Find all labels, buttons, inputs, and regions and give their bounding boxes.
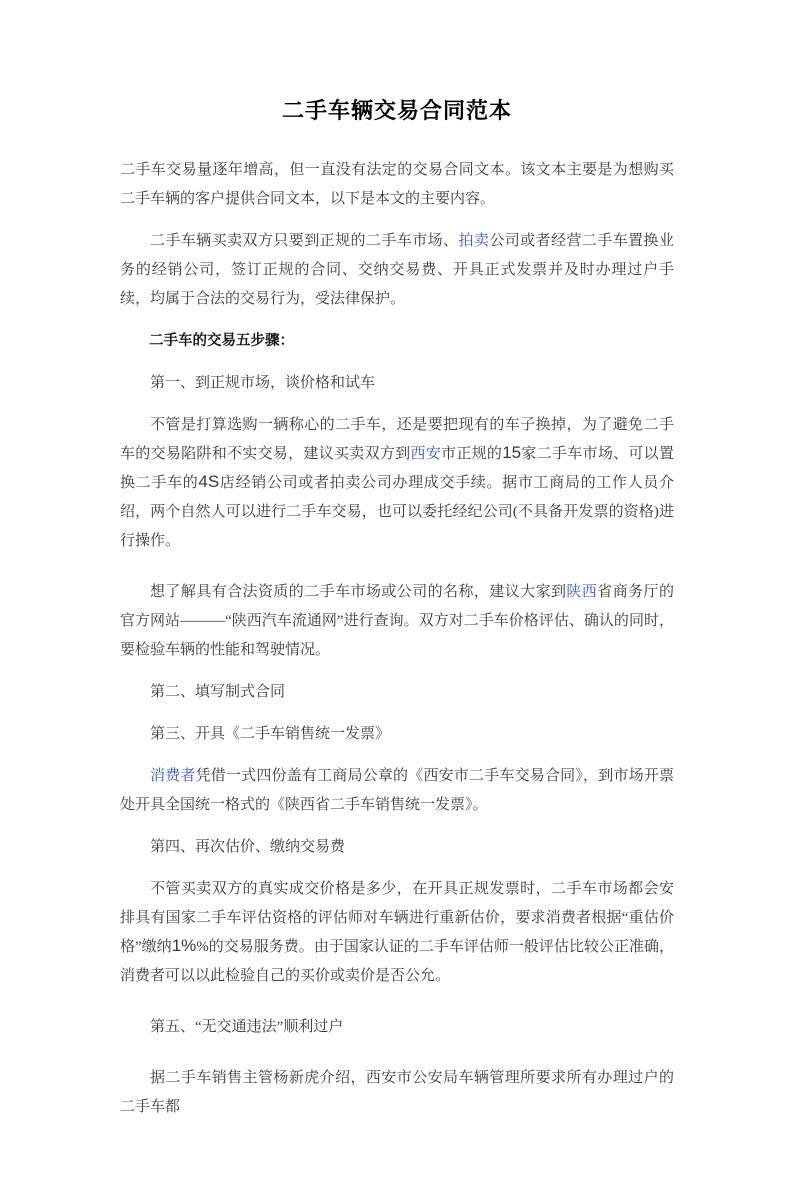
step1-note xyxy=(120,578,674,665)
text-run: 二手车交易量逐年增高，但一直没有法定的交易合同文本。该文本主要是为想购买二手车辆的客户提供合同文本，以下是本文的主要内容。 xyxy=(120,162,674,207)
text-run-numeral: 15 xyxy=(502,443,522,462)
consumer-link[interactable]: 消费者 xyxy=(150,768,196,784)
text-run: 第三、开具《二手车销售统一发票》 xyxy=(150,726,391,742)
text-run: 凭借一式四份盖有工商局公章的《西安市二手车交易合同》，到市场开票处开具全国统一格式的《陕西省二手车销售统一发票》。 xyxy=(120,768,674,813)
paragraph-legal-note xyxy=(120,227,674,314)
auction-link[interactable]: 拍卖 xyxy=(458,233,490,249)
xian-link[interactable]: 西安 xyxy=(410,446,442,462)
text-run: 市正规的 xyxy=(441,446,503,462)
text-run: 省商务厅的官方网站———“陕西汽车流通网”进行查询。双方对二手车价格评估、确认的同时，要检验车辆的性能和驾驶情况。 xyxy=(120,584,674,658)
text-run: 店经销公司或者拍卖公司办理成交手续。据市工商局的工作人员介绍，两个自然人可以进行二手车交易，也可以委托经纪公司(不具备开发票的资格)进行操作。 xyxy=(120,475,674,549)
document-title: 二手车辆交易合同范本 xyxy=(281,98,512,123)
step5-detail xyxy=(120,1064,674,1122)
text-run: 想了解具有合法资质的二手车市场或公司的名称，建议大家到 xyxy=(150,584,567,600)
shaanxi-link[interactable]: 陕西 xyxy=(566,584,598,600)
text-run: 二手车辆买卖双方只要到正规的二手车市场、 xyxy=(150,233,459,249)
step4-heading xyxy=(120,833,674,862)
text-run: 第二、填写制式合同 xyxy=(150,684,286,700)
text-run: 不管是打算选购一辆称心的二手车，还是要把现有的车子换掉，为了避免二手车的交易陷阱和不实交易，建议买卖双方到 xyxy=(120,417,674,462)
step3-heading xyxy=(120,720,674,749)
text-run-numeral: 4S xyxy=(198,472,220,491)
text-run: 第五、“无交通违法”顺利过户 xyxy=(150,1019,344,1035)
step1-detail xyxy=(120,411,674,556)
step2-heading xyxy=(120,678,674,707)
text-run: 不管买卖双方的真实成交价格是多少，在开具正规发票时，二手车市场都会安排具有国家二手车评估资格的评估师对车辆进行重新估价，要求消费者根据“重估价格”缴纳 xyxy=(120,881,674,955)
text-run: 第一、到正规市场，谈价格和试车 xyxy=(150,375,376,391)
text-run: %的交易服务费。由于国家认证的二手车评估师一般评估比较公正准确，消费者可以以此检验自己的买价或卖价是否公允。 xyxy=(120,939,674,984)
step3-detail xyxy=(120,762,674,820)
step4-detail xyxy=(120,875,674,991)
text-run: 公司或者经营二手车置换业务的经销公司，签订正规的合同、交纳交易费、开具正式发票并及时办理过户手续，均属于合法的交易行为，受法律保护。 xyxy=(120,233,674,307)
step5-heading xyxy=(120,1013,674,1042)
steps-heading xyxy=(120,327,674,356)
text-run: 二手车的交易五步骤： xyxy=(149,333,294,349)
text-run: 家二手车市场、可以置换二手车的 xyxy=(120,446,674,491)
text-run: 第四、再次估价、缴纳交易费 xyxy=(150,839,346,855)
text-run-numeral: 1% xyxy=(171,936,197,955)
text-run: 据二手车销售主管杨新虎介绍，西安市公安局车辆管理所要求所有办理过户的二手车都 xyxy=(120,1070,674,1115)
paragraph-intro xyxy=(120,156,674,214)
step1-heading xyxy=(120,369,674,398)
